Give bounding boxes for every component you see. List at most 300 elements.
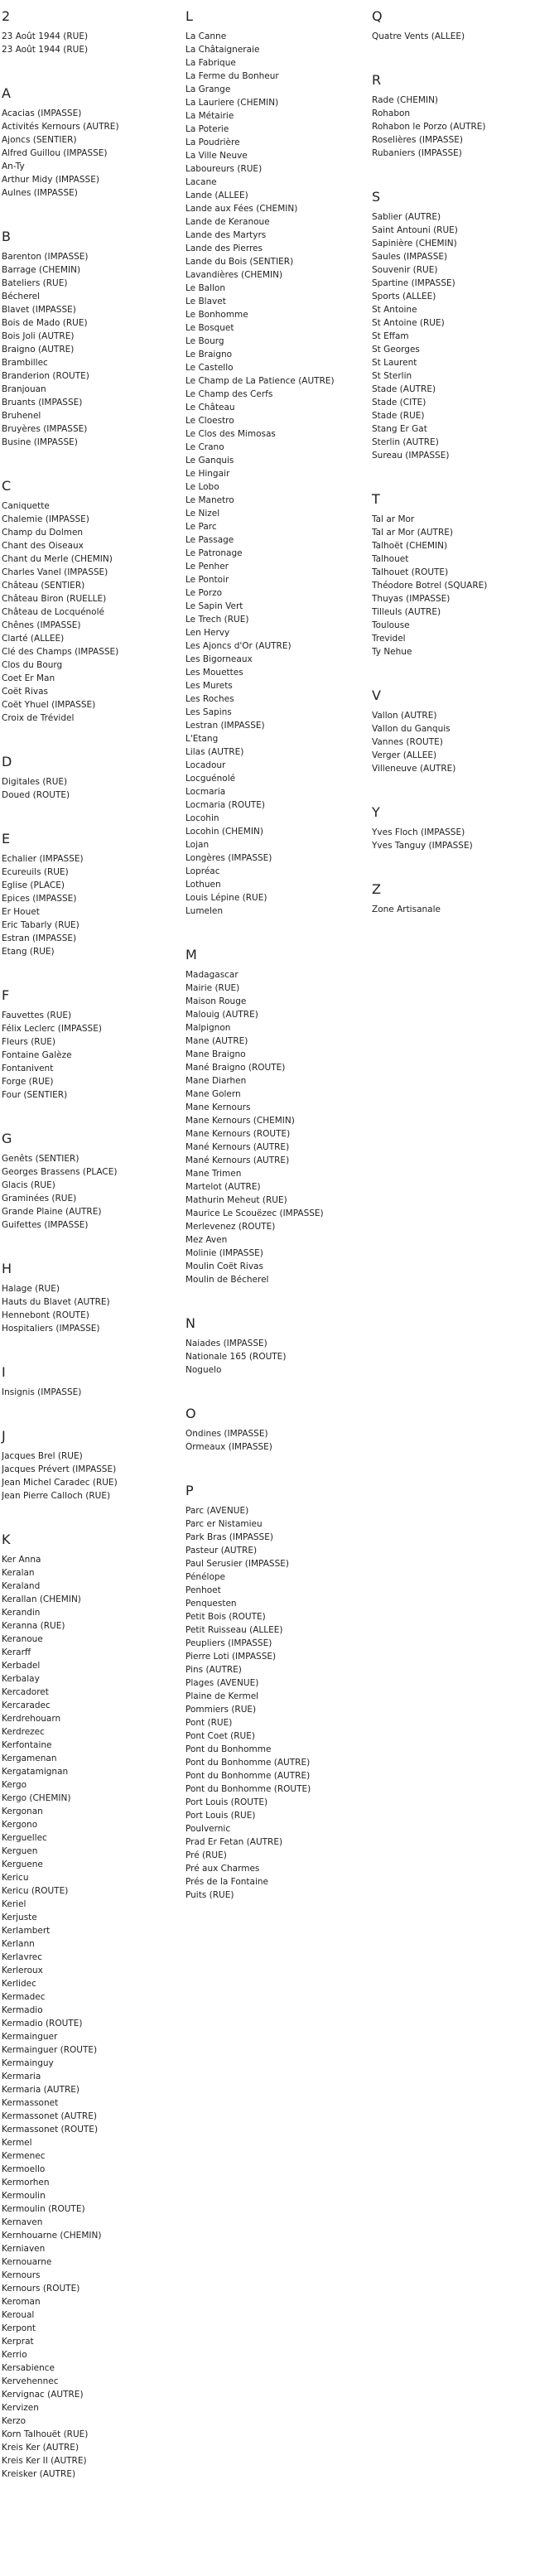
street-link[interactable]: Mathurin Meheut (RUE) [186, 1195, 287, 1205]
street-link[interactable]: Chênes (IMPASSE) [2, 620, 81, 630]
street-link[interactable]: Le Blavet [186, 297, 226, 306]
street-link[interactable]: Yves Floch (IMPASSE) [372, 827, 465, 837]
street-link[interactable]: Chalemie (IMPASSE) [2, 514, 89, 524]
street-link[interactable]: St Georges [372, 345, 420, 355]
street-link[interactable]: Hennebont (ROUTE) [2, 1310, 89, 1320]
street-link[interactable]: Tilleuls (AUTRE) [372, 607, 441, 617]
street-link[interactable]: Sureau (IMPASSE) [372, 451, 450, 461]
street-link[interactable]: Saint Antouni (RUE) [372, 225, 458, 235]
street-link[interactable]: Le Pontoir [186, 575, 229, 585]
street-link[interactable]: Branjouan [2, 384, 46, 394]
street-link[interactable]: Kerguene [2, 1860, 43, 1869]
street-link[interactable]: Kernours (ROUTE) [2, 2284, 80, 2294]
street-link[interactable]: Hospitaliers (IMPASSE) [2, 1324, 100, 1334]
street-link[interactable]: Lavandières (CHEMIN) [186, 270, 283, 280]
street-link[interactable]: L'Etang [186, 734, 219, 744]
street-link[interactable]: Le Nizel [186, 509, 220, 519]
street-link[interactable]: Lande aux Fées (CHEMIN) [186, 204, 298, 214]
street-link[interactable]: Kergono [2, 1820, 38, 1830]
street-link[interactable]: La Lauriere (CHEMIN) [186, 98, 279, 108]
street-link[interactable]: Penhoet [186, 1585, 221, 1595]
street-link[interactable]: Coët Yhuel (IMPASSE) [2, 700, 96, 710]
street-link[interactable]: Kreis Ker (AUTRE) [2, 2443, 80, 2453]
street-link[interactable]: Moulin Coët Rivas [186, 1261, 263, 1271]
street-link[interactable]: Mané Braigno (ROUTE) [186, 1063, 286, 1073]
street-link[interactable]: Sports (ALLEE) [372, 292, 436, 301]
street-link[interactable]: Grande Plaine (AUTRE) [2, 1207, 102, 1217]
street-link[interactable]: Mane Kernours (CHEMIN) [186, 1116, 295, 1126]
street-link[interactable]: Keranoue [2, 1634, 43, 1644]
street-link[interactable]: Rade (CHEMIN) [372, 95, 439, 105]
street-link[interactable]: Le Manetro [186, 495, 234, 505]
street-link[interactable]: Korn Talhouët (RUE) [2, 2429, 89, 2439]
street-link[interactable]: Kericu (ROUTE) [2, 1886, 69, 1896]
street-link[interactable]: Kerdrehouarn [2, 1714, 61, 1724]
street-link[interactable]: Bruhenel [2, 411, 41, 421]
street-link[interactable]: An-Ty [2, 162, 25, 171]
street-link[interactable]: Le Patronage [186, 548, 243, 558]
street-link[interactable]: Kermassonet (AUTRE) [2, 2111, 97, 2121]
street-link[interactable]: Kernhouarne (CHEMIN) [2, 2231, 102, 2241]
street-link[interactable]: Mane Braigno [186, 1049, 246, 1059]
street-link[interactable]: Martelot (AUTRE) [186, 1182, 261, 1192]
street-link[interactable]: Chant des Oiseaux [2, 541, 84, 551]
street-link[interactable]: Pré (RUE) [186, 1850, 227, 1860]
street-link[interactable]: Nationale 165 (ROUTE) [186, 1352, 287, 1362]
street-link[interactable]: Clos du Bourg [2, 660, 63, 670]
street-link[interactable]: Blavet (IMPASSE) [2, 305, 76, 315]
street-link[interactable]: Le Penher [186, 562, 229, 572]
street-link[interactable]: Ecureuils (RUE) [2, 867, 69, 877]
street-link[interactable]: Bruants (IMPASSE) [2, 398, 83, 408]
street-link[interactable]: Sterlin (AUTRE) [372, 437, 439, 447]
street-link[interactable]: Genêts (SENTIER) [2, 1154, 80, 1164]
street-link[interactable]: Vannes (ROUTE) [372, 737, 443, 747]
street-link[interactable]: St Laurent [372, 358, 417, 368]
street-link[interactable]: Lande des Martyrs [186, 230, 267, 240]
street-link[interactable]: La Ville Neuve [186, 151, 248, 161]
street-link[interactable]: Le Château [186, 403, 235, 412]
street-link[interactable]: Echalier (IMPASSE) [2, 854, 84, 864]
street-link[interactable]: Laboureurs (RUE) [186, 164, 263, 174]
street-link[interactable]: Mané Kernours (AUTRE) [186, 1142, 290, 1152]
street-link[interactable]: Mane Kernours [186, 1102, 251, 1112]
street-link[interactable]: Kerbalay [2, 1674, 40, 1684]
street-link[interactable]: Kerguellec [2, 1833, 47, 1843]
street-link[interactable]: La Fabrique [186, 58, 236, 68]
street-link[interactable]: Jean Pierre Calloch (RUE) [2, 1491, 111, 1501]
street-link[interactable]: Kermoulin [2, 2191, 46, 2201]
street-link[interactable]: Forge (RUE) [2, 1077, 54, 1087]
street-link[interactable]: Le Champ des Cerfs [186, 389, 273, 399]
street-link[interactable]: Château de Locquénolé [2, 607, 104, 617]
street-link[interactable]: Le Braigno [186, 350, 233, 359]
street-link[interactable]: Souvenir (RUE) [372, 265, 438, 275]
street-link[interactable]: Alfred Guillou (IMPASSE) [2, 148, 108, 158]
street-link[interactable]: 23 Août 1944 (RUE) [2, 45, 89, 55]
street-link[interactable]: Peupliers (IMPASSE) [186, 1638, 272, 1648]
street-link[interactable]: Roselières (IMPASSE) [372, 135, 463, 145]
street-link[interactable]: Naiades (IMPASSE) [186, 1339, 267, 1348]
street-link[interactable]: Pommiers (RUE) [186, 1705, 257, 1715]
street-link[interactable]: La Ferme du Bonheur [186, 71, 279, 81]
street-link[interactable]: Mane Golern [186, 1089, 241, 1099]
street-link[interactable]: Tal ar Mor (AUTRE) [372, 528, 453, 538]
street-link[interactable]: Bateliers (RUE) [2, 278, 68, 288]
street-link[interactable]: Kerandin [2, 1608, 41, 1618]
street-link[interactable]: Locohin [186, 813, 219, 823]
street-link[interactable]: Kermoulin (ROUTE) [2, 2204, 85, 2214]
street-link[interactable]: Madagascar [186, 970, 239, 980]
street-link[interactable]: Keriel [2, 1899, 27, 1909]
street-link[interactable]: Vallon du Ganquis [372, 724, 451, 734]
street-link[interactable]: Kerarff [2, 1647, 31, 1657]
street-link[interactable]: Stade (RUE) [372, 411, 425, 421]
street-link[interactable]: Lande du Bois (SENTIER) [186, 257, 294, 267]
street-link[interactable]: Sablier (AUTRE) [372, 212, 441, 222]
street-link[interactable]: Plages (AVENUE) [186, 1678, 259, 1688]
street-link[interactable]: Kerjuste [2, 1913, 37, 1922]
street-link[interactable]: Mane (AUTRE) [186, 1036, 248, 1046]
street-link[interactable]: Le Lobo [186, 482, 219, 492]
street-link[interactable]: Malouig (AUTRE) [186, 1010, 258, 1020]
street-link[interactable]: Locadour [186, 760, 226, 770]
street-link[interactable]: Stang Er Gat [372, 424, 427, 434]
street-link[interactable]: Lestran (IMPASSE) [186, 721, 265, 731]
street-link[interactable]: Halage (RUE) [2, 1284, 60, 1294]
street-link[interactable]: Les Murets [186, 681, 233, 691]
street-link[interactable]: Puits (RUE) [186, 1890, 234, 1900]
street-link[interactable]: Kerguen [2, 1846, 38, 1856]
street-link[interactable]: Spartine (IMPASSE) [372, 278, 455, 288]
street-link[interactable]: Champ du Dolmen [2, 528, 84, 538]
street-link[interactable]: Thuyas (IMPASSE) [372, 594, 451, 604]
street-link[interactable]: Kerdrezec [2, 1727, 45, 1737]
street-link[interactable]: Penquesten [186, 1599, 237, 1609]
street-link[interactable]: Maurice Le Scouëzec (IMPASSE) [186, 1208, 324, 1218]
street-link[interactable]: Barrage (CHEMIN) [2, 265, 81, 275]
street-link[interactable]: Graminées (RUE) [2, 1194, 77, 1204]
street-link[interactable]: Mane Diarhen [186, 1076, 247, 1086]
street-link[interactable]: Les Ajoncs d'Or (AUTRE) [186, 641, 292, 651]
street-link[interactable]: Kervehennec [2, 2376, 59, 2386]
street-link[interactable]: Kercaradec [2, 1700, 51, 1710]
street-link[interactable]: La Poudrière [186, 137, 240, 147]
street-link[interactable]: Pré aux Charmes [186, 1864, 260, 1874]
street-link[interactable]: La Châtaigneraie [186, 45, 260, 55]
street-link[interactable]: Kermainguer (ROUTE) [2, 2045, 98, 2055]
street-link[interactable]: Noguelo [186, 1365, 222, 1375]
street-link[interactable]: Plaine de Kermel [186, 1691, 259, 1701]
street-link[interactable]: Le Cloestro [186, 416, 234, 426]
street-link[interactable]: Kermaria (AUTRE) [2, 2085, 80, 2095]
street-link[interactable]: Merlevenez (ROUTE) [186, 1222, 276, 1232]
street-link[interactable]: Mez Aven [186, 1235, 228, 1245]
street-link[interactable]: La Métairie [186, 111, 234, 121]
street-link[interactable]: Kernaven [2, 2217, 43, 2227]
street-link[interactable]: Stade (CITE) [372, 398, 426, 408]
street-link[interactable]: Lumelen [186, 906, 224, 916]
street-link[interactable]: Malpignon [186, 1023, 231, 1033]
street-link[interactable]: Lande de Keranoue [186, 217, 270, 227]
street-link[interactable]: Etang (RUE) [2, 947, 55, 957]
street-link[interactable]: Stade (AUTRE) [372, 384, 436, 394]
street-link[interactable]: Coët Rivas [2, 687, 49, 697]
street-link[interactable]: Sapinière (CHEMIN) [372, 239, 457, 248]
street-link[interactable]: Kerrio [2, 2350, 27, 2360]
street-link[interactable]: Kergo (CHEMIN) [2, 1793, 71, 1803]
street-link[interactable]: Digitales (RUE) [2, 777, 68, 787]
street-link[interactable]: St Effam [372, 331, 409, 341]
street-link[interactable]: Eric Tabarly (RUE) [2, 920, 80, 930]
street-link[interactable]: Le Hingair [186, 469, 230, 479]
street-link[interactable]: Locmaria [186, 787, 226, 797]
street-link[interactable]: Doued (ROUTE) [2, 790, 70, 800]
street-link[interactable]: Len Hervy [186, 628, 230, 638]
street-link[interactable]: Four (SENTIER) [2, 1090, 68, 1100]
street-link[interactable]: St Antoine (RUE) [372, 318, 445, 328]
street-link[interactable]: Pins (AUTRE) [186, 1665, 242, 1675]
street-link[interactable]: Kermenec [2, 2151, 46, 2161]
street-link[interactable]: Kermadec [2, 1992, 46, 2002]
street-link[interactable]: Pont du Bonhomme (AUTRE) [186, 1758, 311, 1768]
street-link[interactable]: Er Houet [2, 907, 40, 917]
street-link[interactable]: Locmaria (ROUTE) [186, 800, 266, 810]
street-link[interactable]: Villeneuve (AUTRE) [372, 764, 456, 774]
street-link[interactable]: Keroman [2, 2297, 41, 2307]
street-link[interactable]: Georges Brassens (PLACE) [2, 1167, 118, 1177]
street-link[interactable]: Tal ar Mor [372, 514, 415, 524]
street-link[interactable]: Epices (IMPASSE) [2, 894, 77, 904]
street-link[interactable]: Branderion (ROUTE) [2, 371, 89, 381]
street-link[interactable]: Le Castello [186, 363, 234, 373]
street-link[interactable]: Brambillec [2, 358, 48, 368]
street-link[interactable]: Kreis Ker II (AUTRE) [2, 2456, 87, 2466]
street-link[interactable]: Le Passage [186, 535, 234, 545]
street-link[interactable]: Caniquette [2, 501, 50, 511]
street-link[interactable]: Clarté (ALLEE) [2, 634, 65, 644]
street-link[interactable]: Le Bonhomme [186, 310, 248, 320]
street-link[interactable]: Kerzo [2, 2416, 27, 2426]
street-link[interactable]: Kerlidec [2, 1979, 36, 1989]
street-link[interactable]: Rubaniers (IMPASSE) [372, 148, 462, 158]
street-link[interactable]: Château (SENTIER) [2, 581, 85, 591]
street-link[interactable]: Guifettes (IMPASSE) [2, 1220, 89, 1230]
street-link[interactable]: Ty Nehue [372, 647, 412, 657]
street-link[interactable]: Keroual [2, 2310, 35, 2320]
street-link[interactable]: Mairie (RUE) [186, 983, 240, 993]
street-link[interactable]: Les Sapins [186, 707, 232, 717]
street-link[interactable]: Estran (IMPASSE) [2, 933, 77, 943]
street-link[interactable]: Bécherel [2, 292, 41, 301]
street-link[interactable]: Le Crano [186, 442, 224, 452]
street-link[interactable]: Kerprat [2, 2337, 34, 2347]
street-link[interactable]: Petit Ruisseau (ALLEE) [186, 1625, 283, 1635]
street-link[interactable]: Félix Leclerc (IMPASSE) [2, 1024, 102, 1034]
street-link[interactable]: Park Bras (IMPASSE) [186, 1532, 273, 1542]
street-link[interactable]: Kercadoret [2, 1687, 49, 1697]
street-link[interactable]: La Poterie [186, 124, 229, 134]
street-link[interactable]: Kerpont [2, 2323, 36, 2333]
street-link[interactable]: Toulouse [372, 620, 410, 630]
street-link[interactable]: Les Bigorneaux [186, 654, 253, 664]
street-link[interactable]: Croix de Trévidel [2, 713, 75, 723]
street-link[interactable]: Fauvettes (RUE) [2, 1011, 72, 1020]
street-link[interactable]: Kergatamignan [2, 1767, 69, 1777]
street-link[interactable]: Verger (ALLEE) [372, 750, 437, 760]
street-link[interactable]: Mané Kernours (AUTRE) [186, 1155, 290, 1165]
street-link[interactable]: Glacis (RUE) [2, 1180, 55, 1190]
street-link[interactable]: Longères (IMPASSE) [186, 853, 272, 863]
street-link[interactable]: Kermorhen [2, 2178, 50, 2188]
street-link[interactable]: Bois de Mado (RUE) [2, 318, 88, 328]
street-link[interactable]: Ormeaux (IMPASSE) [186, 1442, 272, 1452]
street-link[interactable]: Kermainguer [2, 2032, 58, 2042]
street-link[interactable]: Keraland [2, 1581, 41, 1591]
street-link[interactable]: Busine (IMPASSE) [2, 437, 78, 447]
street-link[interactable]: Port Louis (ROUTE) [186, 1797, 268, 1807]
street-link[interactable]: Pont du Bonhomme (AUTRE) [186, 1771, 311, 1781]
street-link[interactable]: Insignis (IMPASSE) [2, 1387, 82, 1397]
street-link[interactable]: Kerallan (CHEMIN) [2, 1594, 81, 1604]
street-link[interactable]: Pont (RUE) [186, 1718, 233, 1728]
street-link[interactable]: Pont du Bonhomme [186, 1744, 272, 1754]
street-link[interactable]: Acacias (IMPASSE) [2, 109, 82, 118]
street-link[interactable]: Jacques Brel (RUE) [2, 1451, 83, 1461]
street-link[interactable]: Quatre Vents (ALLEE) [372, 31, 465, 41]
street-link[interactable]: Kergonan [2, 1807, 43, 1816]
street-link[interactable]: Kerfontaine [2, 1740, 52, 1750]
street-link[interactable]: Le Ballon [186, 283, 226, 293]
street-link[interactable]: Zone Artisanale [372, 904, 441, 914]
street-link[interactable]: Kermainguy [2, 2058, 54, 2068]
street-link[interactable]: Activités Kernours (AUTRE) [2, 122, 119, 132]
street-link[interactable]: Kergo [2, 1780, 27, 1790]
street-link[interactable]: Les Roches [186, 694, 234, 704]
street-link[interactable]: Pont Coet (RUE) [186, 1731, 255, 1741]
street-link[interactable]: Pénélope [186, 1572, 225, 1582]
street-link[interactable]: Talhoët (CHEMIN) [372, 541, 448, 551]
street-link[interactable]: Trevidel [372, 634, 406, 644]
street-link[interactable]: Kernouarne [2, 2257, 52, 2267]
street-link[interactable]: Lojan [186, 840, 210, 850]
street-link[interactable]: Talhouet (ROUTE) [372, 567, 449, 577]
street-link[interactable]: Kermadio [2, 2005, 43, 2015]
street-link[interactable]: Ajoncs (SENTIER) [2, 135, 77, 145]
street-link[interactable]: St Antoine [372, 305, 417, 315]
street-link[interactable]: Le Sapin Vert [186, 601, 243, 611]
street-link[interactable]: Vallon (AUTRE) [372, 711, 437, 721]
street-link[interactable]: Charles Vanel (IMPASSE) [2, 567, 108, 577]
street-link[interactable]: Kermaria [2, 2072, 41, 2082]
street-link[interactable]: Fontaine Galèze [2, 1050, 72, 1060]
street-link[interactable]: Prés de la Fontaine [186, 1877, 268, 1887]
street-link[interactable]: 23 Août 1944 (RUE) [2, 31, 89, 41]
street-link[interactable]: Keralan [2, 1568, 35, 1578]
street-link[interactable]: Kermadio (ROUTE) [2, 2019, 83, 2028]
street-link[interactable]: Kervizen [2, 2403, 39, 2413]
street-link[interactable]: Coet Er Man [2, 673, 55, 683]
street-link[interactable]: Château Biron (RUELLE) [2, 594, 107, 604]
street-link[interactable]: Pierre Loti (IMPASSE) [186, 1652, 277, 1662]
street-link[interactable]: Jacques Prévert (IMPASSE) [2, 1464, 117, 1474]
street-link[interactable]: Le Trech (RUE) [186, 615, 249, 625]
street-link[interactable]: Kerleroux [2, 1966, 43, 1975]
street-link[interactable]: Kerniaven [2, 2244, 46, 2254]
street-link[interactable]: Lothuen [186, 880, 221, 890]
street-link[interactable]: Kermassonet (ROUTE) [2, 2125, 99, 2135]
street-link[interactable]: Kersabience [2, 2363, 55, 2373]
street-link[interactable]: Lande (ALLEE) [186, 191, 248, 200]
street-link[interactable]: Braigno (AUTRE) [2, 345, 75, 355]
street-link[interactable]: Petit Bois (ROUTE) [186, 1612, 266, 1622]
street-link[interactable]: Chant du Merle (CHEMIN) [2, 554, 113, 564]
street-link[interactable]: Kerlambert [2, 1926, 51, 1936]
street-link[interactable]: Keranna (RUE) [2, 1621, 65, 1631]
street-link[interactable]: Kermoello [2, 2164, 46, 2174]
street-link[interactable]: Ker Anna [2, 1555, 41, 1565]
street-link[interactable]: Barenton (IMPASSE) [2, 252, 89, 262]
street-link[interactable]: Pasteur (AUTRE) [186, 1546, 258, 1556]
street-link[interactable]: Maison Rouge [186, 996, 247, 1006]
street-link[interactable]: Rohabon le Porzo (AUTRE) [372, 122, 486, 132]
street-link[interactable]: Jean Michel Caradec (RUE) [2, 1478, 118, 1488]
street-link[interactable]: Kervignac (AUTRE) [2, 2390, 84, 2400]
street-link[interactable]: Lacane [186, 177, 217, 187]
street-link[interactable]: Fleurs (RUE) [2, 1037, 56, 1047]
street-link[interactable]: Bois Joli (AUTRE) [2, 331, 75, 341]
street-link[interactable]: Aulnes (IMPASSE) [2, 188, 78, 198]
street-link[interactable]: Ondines (IMPASSE) [186, 1429, 268, 1439]
street-link[interactable]: Le Porzo [186, 588, 223, 598]
street-link[interactable]: Prad Er Fetan (AUTRE) [186, 1837, 283, 1847]
street-link[interactable]: Bruyères (IMPASSE) [2, 424, 88, 434]
street-link[interactable]: Kerbadel [2, 1661, 41, 1671]
street-link[interactable]: Paul Serusier (IMPASSE) [186, 1559, 289, 1569]
street-link[interactable]: Port Louis (RUE) [186, 1811, 256, 1821]
street-link[interactable]: Talhouet [372, 554, 409, 564]
street-link[interactable]: Kerlavrec [2, 1952, 43, 1962]
street-link[interactable]: Eglise (PLACE) [2, 880, 65, 890]
street-link[interactable]: Louis Lépine (RUE) [186, 893, 267, 903]
street-link[interactable]: Le Champ de La Patience (AUTRE) [186, 376, 335, 386]
street-link[interactable]: La Canne [186, 31, 227, 41]
street-link[interactable]: Le Bosquet [186, 323, 234, 333]
street-link[interactable]: Kerlann [2, 1939, 35, 1949]
street-link[interactable]: Hauts du Blavet (AUTRE) [2, 1297, 110, 1307]
street-link[interactable]: Théodore Botrel (SQUARE) [372, 581, 488, 591]
street-link[interactable]: Les Mouettes [186, 668, 243, 678]
street-link[interactable]: Le Ganquis [186, 456, 234, 466]
street-link[interactable]: Le Bourg [186, 336, 224, 346]
street-link[interactable]: Saules (IMPASSE) [372, 252, 448, 262]
street-link[interactable]: Rohabon [372, 109, 411, 118]
street-link[interactable]: Fontanivent [2, 1064, 54, 1073]
street-link[interactable]: Arthur Midy (IMPASSE) [2, 175, 99, 185]
street-link[interactable]: Parc (AVENUE) [186, 1506, 249, 1516]
street-link[interactable]: St Sterlin [372, 371, 412, 381]
street-link[interactable]: Le Parc [186, 522, 217, 532]
street-link[interactable]: Kergamenan [2, 1754, 57, 1763]
street-link[interactable]: Kreisker (AUTRE) [2, 2469, 76, 2479]
street-link[interactable]: Locohin (CHEMIN) [186, 827, 263, 837]
street-link[interactable]: Molinie (IMPASSE) [186, 1248, 263, 1258]
street-link[interactable]: Lande des Pierres [186, 244, 263, 253]
street-link[interactable]: Pont du Bonhomme (ROUTE) [186, 1784, 311, 1794]
street-link[interactable]: Lopréac [186, 866, 220, 876]
street-link[interactable]: Kericu [2, 1873, 29, 1883]
street-link[interactable]: Moulin de Bécherel [186, 1275, 269, 1285]
